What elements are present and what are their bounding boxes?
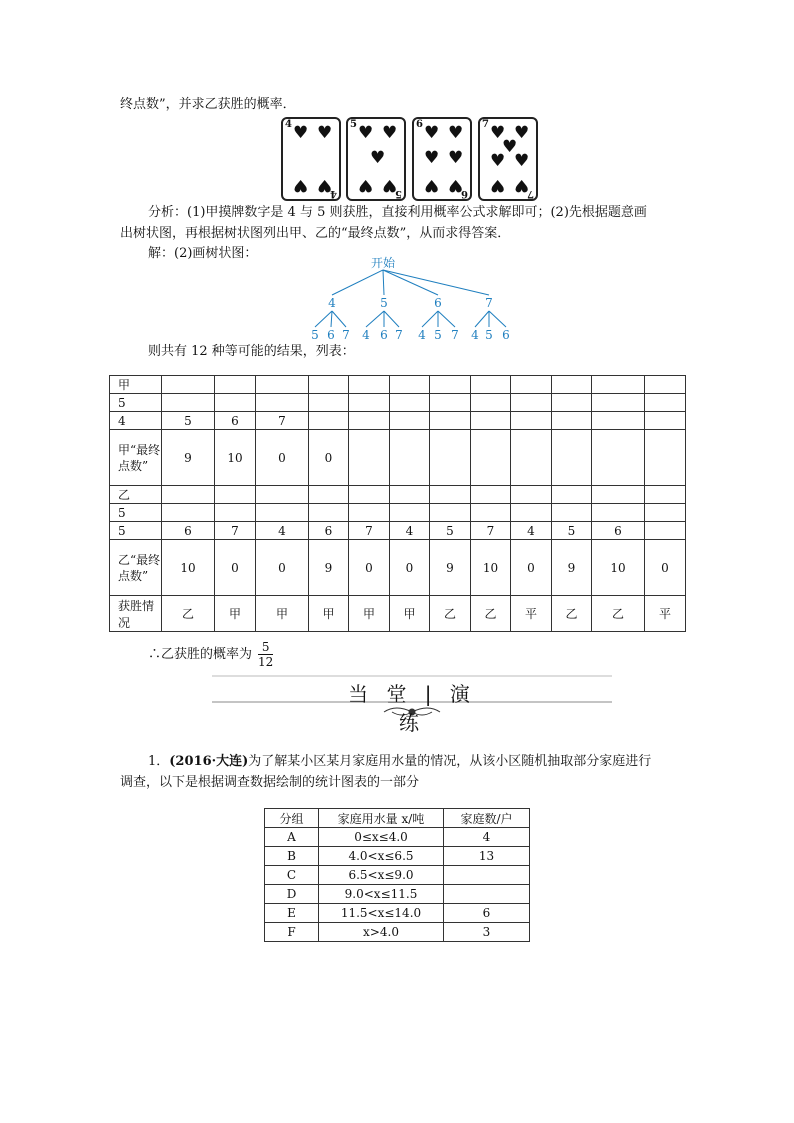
table-cell bbox=[444, 885, 530, 904]
analysis-line-1: 分析：(1)甲摸牌数字是 4 与 5 则获胜，直接利用概率公式求解即可；(2)先根据题意画 bbox=[148, 205, 647, 220]
table-cell bbox=[511, 394, 552, 412]
tree-leaf: 6 bbox=[502, 328, 510, 342]
tree-leaf: 7 bbox=[395, 328, 403, 342]
row-header: 乙“最终点数” bbox=[110, 540, 162, 596]
row-header: 获胜情况 bbox=[110, 596, 162, 632]
table-cell bbox=[592, 486, 645, 504]
table-cell bbox=[256, 376, 309, 394]
table-cell bbox=[309, 486, 349, 504]
table-cell bbox=[162, 394, 215, 412]
table-cell bbox=[645, 394, 686, 412]
table-row bbox=[265, 923, 530, 942]
heart-icon: ♥ bbox=[293, 175, 309, 195]
table-cell bbox=[511, 412, 552, 430]
table-cell bbox=[349, 504, 390, 522]
tree-node: 5 bbox=[380, 296, 388, 310]
table-cell bbox=[309, 376, 349, 394]
table-cell: 0 bbox=[215, 540, 256, 596]
table-cell bbox=[215, 486, 256, 504]
table-row bbox=[265, 866, 530, 885]
row-header: 甲“最终点数” bbox=[110, 430, 162, 486]
table-cell bbox=[215, 376, 256, 394]
table-cell: 4 bbox=[256, 522, 309, 540]
table-cell bbox=[430, 394, 471, 412]
table-cell: 0 bbox=[349, 540, 390, 596]
column-header: 家庭用水量 x/吨 bbox=[319, 809, 444, 828]
fraction-denominator: 12 bbox=[258, 655, 274, 669]
table-cell: 甲 bbox=[309, 596, 349, 632]
table-cell bbox=[552, 376, 592, 394]
table-row bbox=[110, 486, 686, 504]
table-cell: D bbox=[265, 885, 319, 904]
table-row bbox=[110, 430, 686, 486]
heart-icon: ♥ bbox=[382, 175, 398, 195]
intro-line: 终点数”，并求乙获胜的概率． bbox=[120, 97, 296, 112]
tree-edge bbox=[383, 270, 438, 295]
table-cell: x>4.0 bbox=[319, 923, 444, 942]
table-cell: 乙 bbox=[162, 596, 215, 632]
table-cell: 乙 bbox=[552, 596, 592, 632]
table-cell bbox=[430, 412, 471, 430]
heart-icon: ♥ bbox=[424, 123, 440, 143]
table-cell bbox=[215, 394, 256, 412]
table-cell bbox=[645, 430, 686, 486]
table-cell bbox=[349, 412, 390, 430]
tree-leaf: 7 bbox=[451, 328, 459, 342]
tree-edges bbox=[315, 270, 506, 327]
card-rank-bottom: 5 bbox=[395, 188, 402, 199]
table-cell: 4 bbox=[390, 522, 430, 540]
row-header: 5 bbox=[110, 504, 162, 522]
table-cell bbox=[471, 394, 511, 412]
problem-number: 1． bbox=[148, 754, 170, 769]
table-cell bbox=[390, 486, 430, 504]
table-cell: 11.5<x≤14.0 bbox=[319, 904, 444, 923]
table-cell: 13 bbox=[444, 847, 530, 866]
solution-intro: 解：(2)画树状图： bbox=[148, 246, 258, 261]
card-4 bbox=[281, 117, 341, 201]
heart-icon: ♥ bbox=[424, 175, 440, 195]
heart-icon: ♥ bbox=[317, 123, 333, 143]
table-cell: 甲 bbox=[256, 596, 309, 632]
table-cell: 9 bbox=[552, 540, 592, 596]
heart-icon: ♥ bbox=[514, 123, 530, 143]
table-cell: 0 bbox=[256, 540, 309, 596]
tree-edge bbox=[475, 311, 489, 327]
table-cell bbox=[552, 504, 592, 522]
heart-icon: ♥ bbox=[448, 148, 464, 168]
table-cell: 0 bbox=[256, 430, 309, 486]
heart-icon: ♥ bbox=[448, 175, 464, 195]
table-cell bbox=[645, 412, 686, 430]
table-cell: 7 bbox=[215, 522, 256, 540]
table-cell bbox=[645, 522, 686, 540]
tree-edge bbox=[366, 311, 384, 327]
table-cell: 4.0<x≤6.5 bbox=[319, 847, 444, 866]
table-cell: B bbox=[265, 847, 319, 866]
table-cell bbox=[309, 412, 349, 430]
row-header: 4 bbox=[110, 412, 162, 430]
table-row bbox=[265, 828, 530, 847]
tree-leaf: 4 bbox=[362, 328, 370, 342]
heart-icon: ♥ bbox=[514, 151, 530, 171]
table-cell: F bbox=[265, 923, 319, 942]
fraction-numerator: 5 bbox=[258, 640, 273, 655]
section-title: 当 堂 | 演 练 bbox=[348, 682, 476, 735]
table-cell bbox=[390, 430, 430, 486]
tree-leaf: 7 bbox=[342, 328, 350, 342]
table-cell: 9 bbox=[430, 540, 471, 596]
tree-node: 7 bbox=[485, 296, 493, 310]
table-cell: 0 bbox=[645, 540, 686, 596]
tree-edge bbox=[331, 311, 332, 327]
probability-fraction bbox=[258, 640, 273, 669]
table-row bbox=[110, 504, 686, 522]
table-cell bbox=[511, 376, 552, 394]
row-header: 5 bbox=[110, 394, 162, 412]
table-cell bbox=[471, 504, 511, 522]
table-cell: 7 bbox=[256, 412, 309, 430]
heart-icon: ♥ bbox=[502, 137, 518, 157]
table-cell bbox=[645, 486, 686, 504]
table-cell bbox=[162, 504, 215, 522]
table-cell bbox=[645, 504, 686, 522]
card-rank-bottom: 6 bbox=[461, 188, 468, 199]
table-cell bbox=[162, 486, 215, 504]
card-6 bbox=[412, 117, 472, 201]
table-row bbox=[265, 885, 530, 904]
tree-leaf: 6 bbox=[380, 328, 388, 342]
row-header: 5 bbox=[110, 522, 162, 540]
tree-leaf: 4 bbox=[471, 328, 479, 342]
table-cell bbox=[511, 504, 552, 522]
table-cell bbox=[511, 430, 552, 486]
table-cell: 10 bbox=[471, 540, 511, 596]
table-cell: 0 bbox=[511, 540, 552, 596]
tree-leaf: 5 bbox=[485, 328, 493, 342]
problem-1-line-1 bbox=[148, 753, 651, 771]
problem-text: 为了解某小区某月家庭用水量的情况，从该小区随机抽取部分家庭进行 bbox=[248, 754, 652, 769]
table-row bbox=[265, 904, 530, 923]
heart-icon: ♥ bbox=[514, 175, 530, 195]
heart-icon: ♥ bbox=[490, 151, 506, 171]
table-cell: 5 bbox=[552, 522, 592, 540]
table-header-row bbox=[265, 809, 530, 828]
card-rank-bottom: 4 bbox=[330, 188, 337, 199]
tree-node: 4 bbox=[328, 296, 336, 310]
tree-edge bbox=[332, 311, 346, 327]
table-cell: 5 bbox=[162, 412, 215, 430]
table-cell: 10 bbox=[162, 540, 215, 596]
outcomes-line: 则共有 12 种等可能的结果，列表： bbox=[148, 344, 355, 359]
table-cell bbox=[471, 376, 511, 394]
table-cell bbox=[552, 412, 592, 430]
table-cell bbox=[309, 394, 349, 412]
column-header: 分组 bbox=[265, 809, 319, 828]
table-cell: 10 bbox=[592, 540, 645, 596]
table-cell bbox=[592, 412, 645, 430]
table-cell: 4 bbox=[444, 828, 530, 847]
table-cell: A bbox=[265, 828, 319, 847]
table-cell bbox=[162, 376, 215, 394]
heart-icon: ♥ bbox=[293, 123, 309, 143]
problem-source: (2016·大连) bbox=[169, 754, 249, 769]
table-cell bbox=[430, 486, 471, 504]
heart-icon: ♥ bbox=[317, 175, 333, 195]
table-cell: 0 bbox=[309, 430, 349, 486]
table-cell: 甲 bbox=[349, 596, 390, 632]
table-cell bbox=[645, 376, 686, 394]
tree-edge bbox=[422, 311, 438, 327]
card-7 bbox=[478, 117, 538, 201]
table-row bbox=[110, 522, 686, 540]
table-cell bbox=[552, 394, 592, 412]
table-cell: 4 bbox=[511, 522, 552, 540]
table-cell: 9.0<x≤11.5 bbox=[319, 885, 444, 904]
table-cell bbox=[471, 430, 511, 486]
table-cell: 平 bbox=[645, 596, 686, 632]
table-cell bbox=[471, 486, 511, 504]
table-cell: 6 bbox=[592, 522, 645, 540]
table-cell: 0≤x≤4.0 bbox=[319, 828, 444, 847]
table-cell bbox=[349, 376, 390, 394]
heart-icon: ♥ bbox=[448, 123, 464, 143]
column-header: 家庭数/户 bbox=[444, 809, 530, 828]
tree-diagram bbox=[300, 255, 530, 345]
table-cell: 0 bbox=[390, 540, 430, 596]
table-cell: E bbox=[265, 904, 319, 923]
table-cell: 5 bbox=[430, 522, 471, 540]
tree-leaf: 4 bbox=[418, 328, 426, 342]
card-rank: 4 bbox=[285, 119, 292, 130]
table-cell bbox=[552, 430, 592, 486]
card-rank: 5 bbox=[350, 119, 357, 130]
problem-1-line-2: 调查，以下是根据调查数据绘制的统计图表的一部分 bbox=[120, 775, 420, 790]
table-cell bbox=[390, 376, 430, 394]
table-cell: 乙 bbox=[471, 596, 511, 632]
table-row bbox=[110, 412, 686, 430]
tree-leaf: 6 bbox=[327, 328, 335, 342]
table-cell bbox=[471, 412, 511, 430]
table-cell: 3 bbox=[444, 923, 530, 942]
card-5 bbox=[346, 117, 406, 201]
table-cell bbox=[430, 430, 471, 486]
table-cell: 10 bbox=[215, 430, 256, 486]
table-cell: 7 bbox=[349, 522, 390, 540]
table-cell bbox=[430, 376, 471, 394]
tree-root: 开始 bbox=[370, 256, 396, 270]
table-cell bbox=[256, 394, 309, 412]
heart-icon: ♥ bbox=[382, 123, 398, 143]
table-cell bbox=[552, 486, 592, 504]
table-cell bbox=[256, 486, 309, 504]
table-cell bbox=[444, 866, 530, 885]
table-cell bbox=[592, 394, 645, 412]
table-cell bbox=[256, 504, 309, 522]
row-header: 甲 bbox=[110, 376, 162, 394]
table-cell bbox=[215, 504, 256, 522]
table-cell: 6 bbox=[444, 904, 530, 923]
table-cell bbox=[511, 486, 552, 504]
table-cell bbox=[309, 504, 349, 522]
tree-edge bbox=[332, 270, 383, 295]
table-cell bbox=[390, 394, 430, 412]
table-cell bbox=[349, 394, 390, 412]
row-header: 乙 bbox=[110, 486, 162, 504]
heart-icon: ♥ bbox=[358, 175, 374, 195]
table-row bbox=[110, 596, 686, 632]
table-row bbox=[265, 847, 530, 866]
heart-icon: ♥ bbox=[490, 175, 506, 195]
tree-leaf: 5 bbox=[434, 328, 442, 342]
table-cell: 9 bbox=[309, 540, 349, 596]
table-cell bbox=[592, 430, 645, 486]
table-cell bbox=[349, 430, 390, 486]
result-table bbox=[109, 375, 686, 632]
heart-icon: ♥ bbox=[424, 148, 440, 168]
heart-icon: ♥ bbox=[370, 148, 386, 168]
tree-edge bbox=[438, 311, 455, 327]
tree-edge bbox=[315, 311, 332, 327]
conclusion-text: ∴乙获胜的概率为 bbox=[148, 647, 253, 662]
table-cell bbox=[349, 486, 390, 504]
tree-edge bbox=[489, 311, 506, 327]
table-cell: 6 bbox=[309, 522, 349, 540]
table-row bbox=[110, 540, 686, 596]
tree-edge bbox=[383, 270, 384, 295]
table-cell: C bbox=[265, 866, 319, 885]
table-cell: 6.5<x≤9.0 bbox=[319, 866, 444, 885]
table-row bbox=[110, 376, 686, 394]
table-cell: 乙 bbox=[430, 596, 471, 632]
table-cell: 6 bbox=[162, 522, 215, 540]
table-row bbox=[110, 394, 686, 412]
table-cell: 甲 bbox=[390, 596, 430, 632]
table-cell bbox=[390, 504, 430, 522]
card-rank: 7 bbox=[482, 119, 489, 130]
card-rank-bottom: 7 bbox=[527, 188, 534, 199]
table-cell bbox=[390, 412, 430, 430]
table-cell: 7 bbox=[471, 522, 511, 540]
heart-icon: ♥ bbox=[358, 123, 374, 143]
tree-edge bbox=[384, 311, 399, 327]
card-rank: 6 bbox=[416, 119, 423, 130]
heart-icon: ♥ bbox=[490, 123, 506, 143]
analysis-line-2: 出树状图，再根据树状图列出甲、乙的“最终点数”，从而求得答案． bbox=[120, 226, 511, 241]
water-usage-table bbox=[264, 808, 530, 942]
tree-edge bbox=[383, 270, 489, 295]
table-cell bbox=[592, 504, 645, 522]
tree-node: 6 bbox=[434, 296, 442, 310]
table-cell: 乙 bbox=[592, 596, 645, 632]
table-cell bbox=[592, 376, 645, 394]
tree-leaf: 5 bbox=[311, 328, 319, 342]
table-cell: 9 bbox=[162, 430, 215, 486]
table-cell: 平 bbox=[511, 596, 552, 632]
table-cell bbox=[430, 504, 471, 522]
table-cell: 6 bbox=[215, 412, 256, 430]
table-cell: 甲 bbox=[215, 596, 256, 632]
